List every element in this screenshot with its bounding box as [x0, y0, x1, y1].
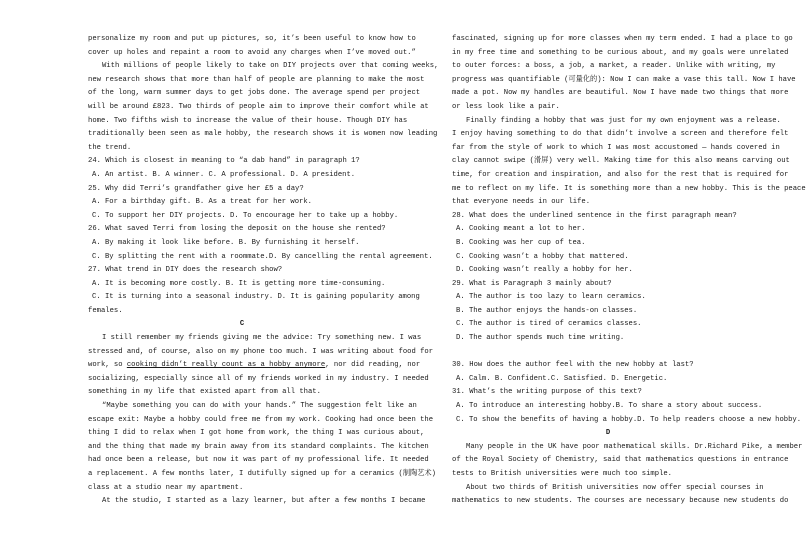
text-line: 31. What’s the writing purpose of this text? — [452, 388, 642, 397]
left-column — [88, 33, 439, 509]
text-line: to outer forces: a boss, a job, a market, a reader. Unlike with writing, my — [452, 62, 776, 71]
text-line: personalize my room and put up pictures, so, it’s been useful to know how to — [88, 35, 416, 43]
text-line: At the studio, I started as a lazy learner, but after a few months I became — [102, 497, 426, 506]
text-line: A. Calm. B. Confident.C. Satisfied. D. Energetic. — [456, 374, 668, 383]
text-line: C. Cooking wasn’t a hobby that mattered. — [456, 252, 629, 261]
text-line: time, for creation and inspiration, and also for the rest that is required for — [452, 170, 789, 179]
text-line: cover up holes and repaint a room to avoid any charges when I’ve moved out.” — [88, 48, 416, 57]
text-line: 26. What saved Terri from losing the deposit on the house she rented? — [88, 225, 386, 234]
text-segment: , nor did reading, nor — [325, 361, 421, 370]
text-line: stressed and, of course, also on my phone too much. I was writing about food for — [88, 347, 434, 356]
text-line: far from the style of work to which I was most accustomed — hands covered in — [452, 143, 780, 152]
text-line: of the long, warm summer days to get jobs done. The average spend per project — [88, 89, 421, 98]
text-line: or less look like a pair. — [452, 102, 560, 111]
text-line: females. — [88, 306, 123, 315]
text-line: of the Royal Society of Chemistry, said that mathematics questions in entrance — [452, 456, 789, 465]
text-segment: work, so — [88, 361, 127, 370]
text-line: 28. What does the underlined sentence in the first paragraph mean? — [452, 211, 737, 220]
text-line: A. The author is too lazy to learn ceramics. — [456, 293, 646, 302]
text-line: A. By making it look like before. B. By furnishing it herself. — [92, 238, 360, 247]
text-line: About two thirds of British universities now offer special courses in — [466, 483, 764, 492]
text-line: a replacement. A few months later, I dutifully signed up for a ceramics (制陶艺术) — [88, 470, 436, 478]
text-line: 29. What is Paragraph 3 mainly about? — [452, 279, 612, 288]
text-line: Finally finding a hobby that was just for my own enjoyment was a release. — [466, 116, 781, 125]
text-line: A. For a birthday gift. B. As a treat for her work. — [92, 198, 312, 207]
text-line: will be around £823. Two thirds of people aim to improve their comfort while at — [88, 102, 429, 111]
text-line: class at a studio near my apartment. — [88, 483, 244, 492]
text-line: I still remember my friends giving me the advice: Try something new. I was — [102, 334, 422, 343]
text-line: made a pot. Now my handles are beautiful. Now I have made two things that more — [452, 89, 789, 98]
text-line — [452, 346, 764, 360]
text-line: clay cannot swipe (滑屏) very well. Making time for this also means carving out — [452, 157, 790, 166]
text-line: 30. How does the author feel with the new hobby at last? — [452, 361, 694, 370]
text-line: C. It is turning into a seasonal industry. D. It is gaining popularity among — [92, 293, 420, 302]
text-line: C. To support her DIY projects. D. To encourage her to take up a hobby. — [92, 211, 399, 220]
text-line: the trend. — [88, 143, 132, 152]
text-line: B. Cooking was her cup of tea. — [456, 238, 586, 247]
section-heading: C — [239, 320, 245, 329]
text-line: “Maybe something you can do with your hands.” The suggestion felt like an — [102, 402, 417, 411]
right-column — [452, 33, 806, 509]
text-line: D. Cooking wasn’t really a hobby for her. — [456, 266, 633, 275]
text-line: 27. What trend in DIY does the research show? — [88, 266, 283, 275]
text-line: new research shows that more than half of people are planning to make the most — [88, 75, 425, 84]
text-line: I enjoy having something to do that didn’t involve a screen and therefore felt — [452, 130, 789, 139]
text-line: A. An artist. B. A winner. C. A professional. D. A president. — [92, 170, 356, 179]
text-line: something in my life that existed apart from all that. — [88, 388, 321, 397]
underlined-sentence: cooking didn’t really count as a hobby anymore — [126, 361, 326, 370]
text-line: mathematics to new students. The courses are necessary because new students do — [452, 497, 789, 506]
text-line — [88, 359, 421, 373]
text-line: A. It is becoming more costly. B. It is getting more time-consuming. — [92, 279, 386, 288]
text-line: thing I did to relax when I got home from work, the thing I was curious about, — [88, 429, 425, 438]
text-line: C. The author is tired of ceramics classes. — [456, 320, 642, 329]
text-line: tests to British universities were much too simple. — [452, 470, 672, 478]
text-line: socializing, especially since all of my friends worked in my industry. I needed — [88, 374, 429, 383]
text-line: and the thing that made my brain away from its standard complaints. The kitchen — [88, 442, 429, 451]
text-line: progress was quantifiable (可量化的): Now I can make a vase this tall. Now I have — [452, 75, 796, 84]
text-line: C. To show the benefits of having a hobby.D. To help readers choose a new hobby. — [456, 415, 802, 424]
text-line: C. By splitting the rent with a roommate.D. By cancelling the rental agreement. — [92, 252, 433, 261]
section-heading: D — [605, 429, 611, 438]
text-line: escape exit: Maybe a hobby could free me from my work. Cooking had once been the — [88, 415, 434, 424]
text-line: 25. Why did Terri’s grandfather give her £5 a day? — [88, 184, 304, 193]
text-line: With millions of people likely to take on DIY projects over that coming weeks, — [102, 62, 439, 71]
text-line: A. Cooking meant a lot to her. — [456, 225, 586, 234]
text-line: me to reflect on my life. It is something more than a new hobby. This is the peace — [452, 184, 806, 193]
text-line: home. Two fifths wish to increase the value of their house. Though DIY has — [88, 116, 408, 125]
text-line: traditionally been seen as male hobby, the research shows it is women now leading — [88, 130, 438, 139]
text-line: Many people in the UK have poor mathematical skills. Dr.Richard Pike, a member — [466, 442, 803, 451]
text-line: fascinated, signing up for more classes when my term ended. I had a place to go — [452, 35, 793, 43]
text-line: D. The author spends much time writing. — [456, 334, 625, 343]
text-line: that everyone needs in our life. — [452, 198, 591, 207]
text-line: had once been a release, but now it was part of my professional life. It needed — [88, 456, 429, 465]
text-line: 24. Which is closest in meaning to “a dab hand” in paragraph 1? — [88, 157, 360, 166]
text-line: A. To introduce an interesting hobby.B. To share a story about success. — [456, 402, 763, 411]
text-line: B. The author enjoys the hands-on classes. — [456, 306, 638, 315]
text-line: in my free time and something to be curious about, and my goals were unrelated — [452, 48, 789, 57]
